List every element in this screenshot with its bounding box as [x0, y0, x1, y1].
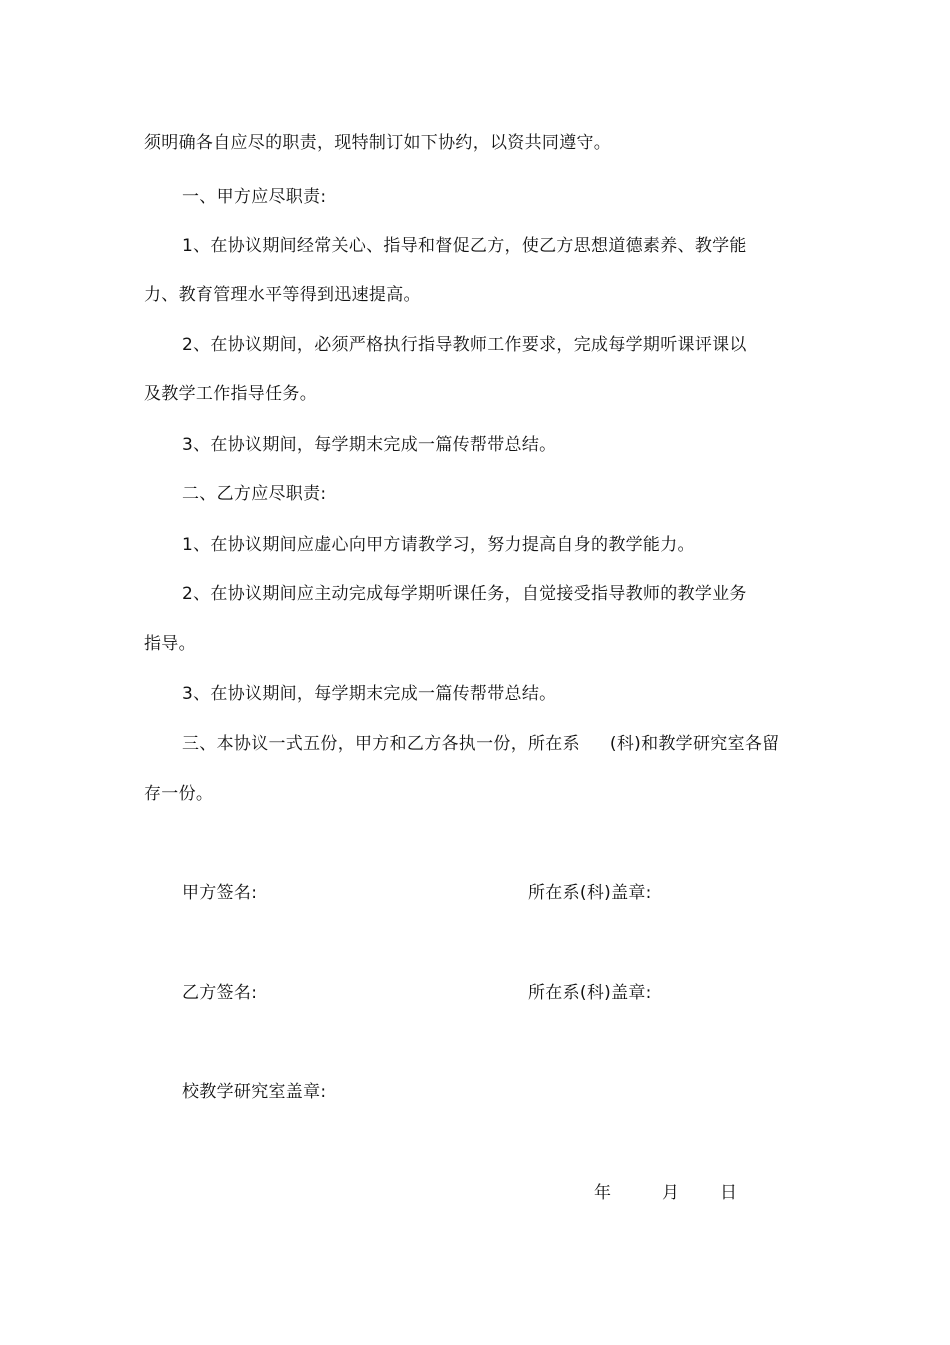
section1-item2-line2: 及教学工作指导任务。: [144, 384, 317, 404]
section3-line1-part1: 三、本协议一式五份，甲方和乙方各执一份，所在系: [182, 734, 580, 754]
party-a-signature-label: 甲方签名:: [182, 883, 258, 903]
section1-item2-line1: 2、在协议期间，必须严格执行指导教师工作要求，完成每学期听课评课以: [182, 335, 747, 355]
section1-heading: 一、甲方应尽职责:: [182, 187, 327, 207]
section3-line2: 存一份。: [144, 784, 214, 804]
party-b-signature-label: 乙方签名:: [182, 983, 258, 1003]
date-day: 日: [720, 1183, 738, 1203]
dept-stamp-label-1: 所在系(科)盖章:: [528, 883, 652, 903]
date-year: 年: [594, 1183, 612, 1203]
section2-item3: 3、在协议期间，每学期末完成一篇传帮带总结。: [182, 684, 557, 704]
section2-item2-line1: 2、在协议期间应主动完成每学期听课任务，自觉接受指导教师的教学业务: [182, 584, 747, 604]
intro-line: 须明确各自应尽的职责，现特制订如下协约，以资共同遵守。: [144, 133, 612, 153]
date-month: 月: [662, 1183, 680, 1203]
section2-item1: 1、在协议期间应虚心向甲方请教学习，努力提高自身的教学能力。: [182, 535, 695, 555]
section1-item1-line1: 1、在协议期间经常关心、指导和督促乙方，使乙方思想道德素养、教学能: [182, 236, 747, 256]
section1-item1-line2: 力、教育管理水平等得到迅速提高。: [144, 285, 421, 305]
dept-stamp-label-2: 所在系(科)盖章:: [528, 983, 652, 1003]
section3-line1: [182, 732, 779, 756]
section2-heading: 二、乙方应尽职责:: [182, 484, 327, 504]
section2-item2-line2: 指导。: [144, 634, 196, 654]
school-stamp-label: 校教学研究室盖章:: [182, 1082, 327, 1102]
section1-item3: 3、在协议期间，每学期末完成一篇传帮带总结。: [182, 435, 557, 455]
section3-line1-part2: (科)和教学研究室各留: [609, 734, 780, 754]
